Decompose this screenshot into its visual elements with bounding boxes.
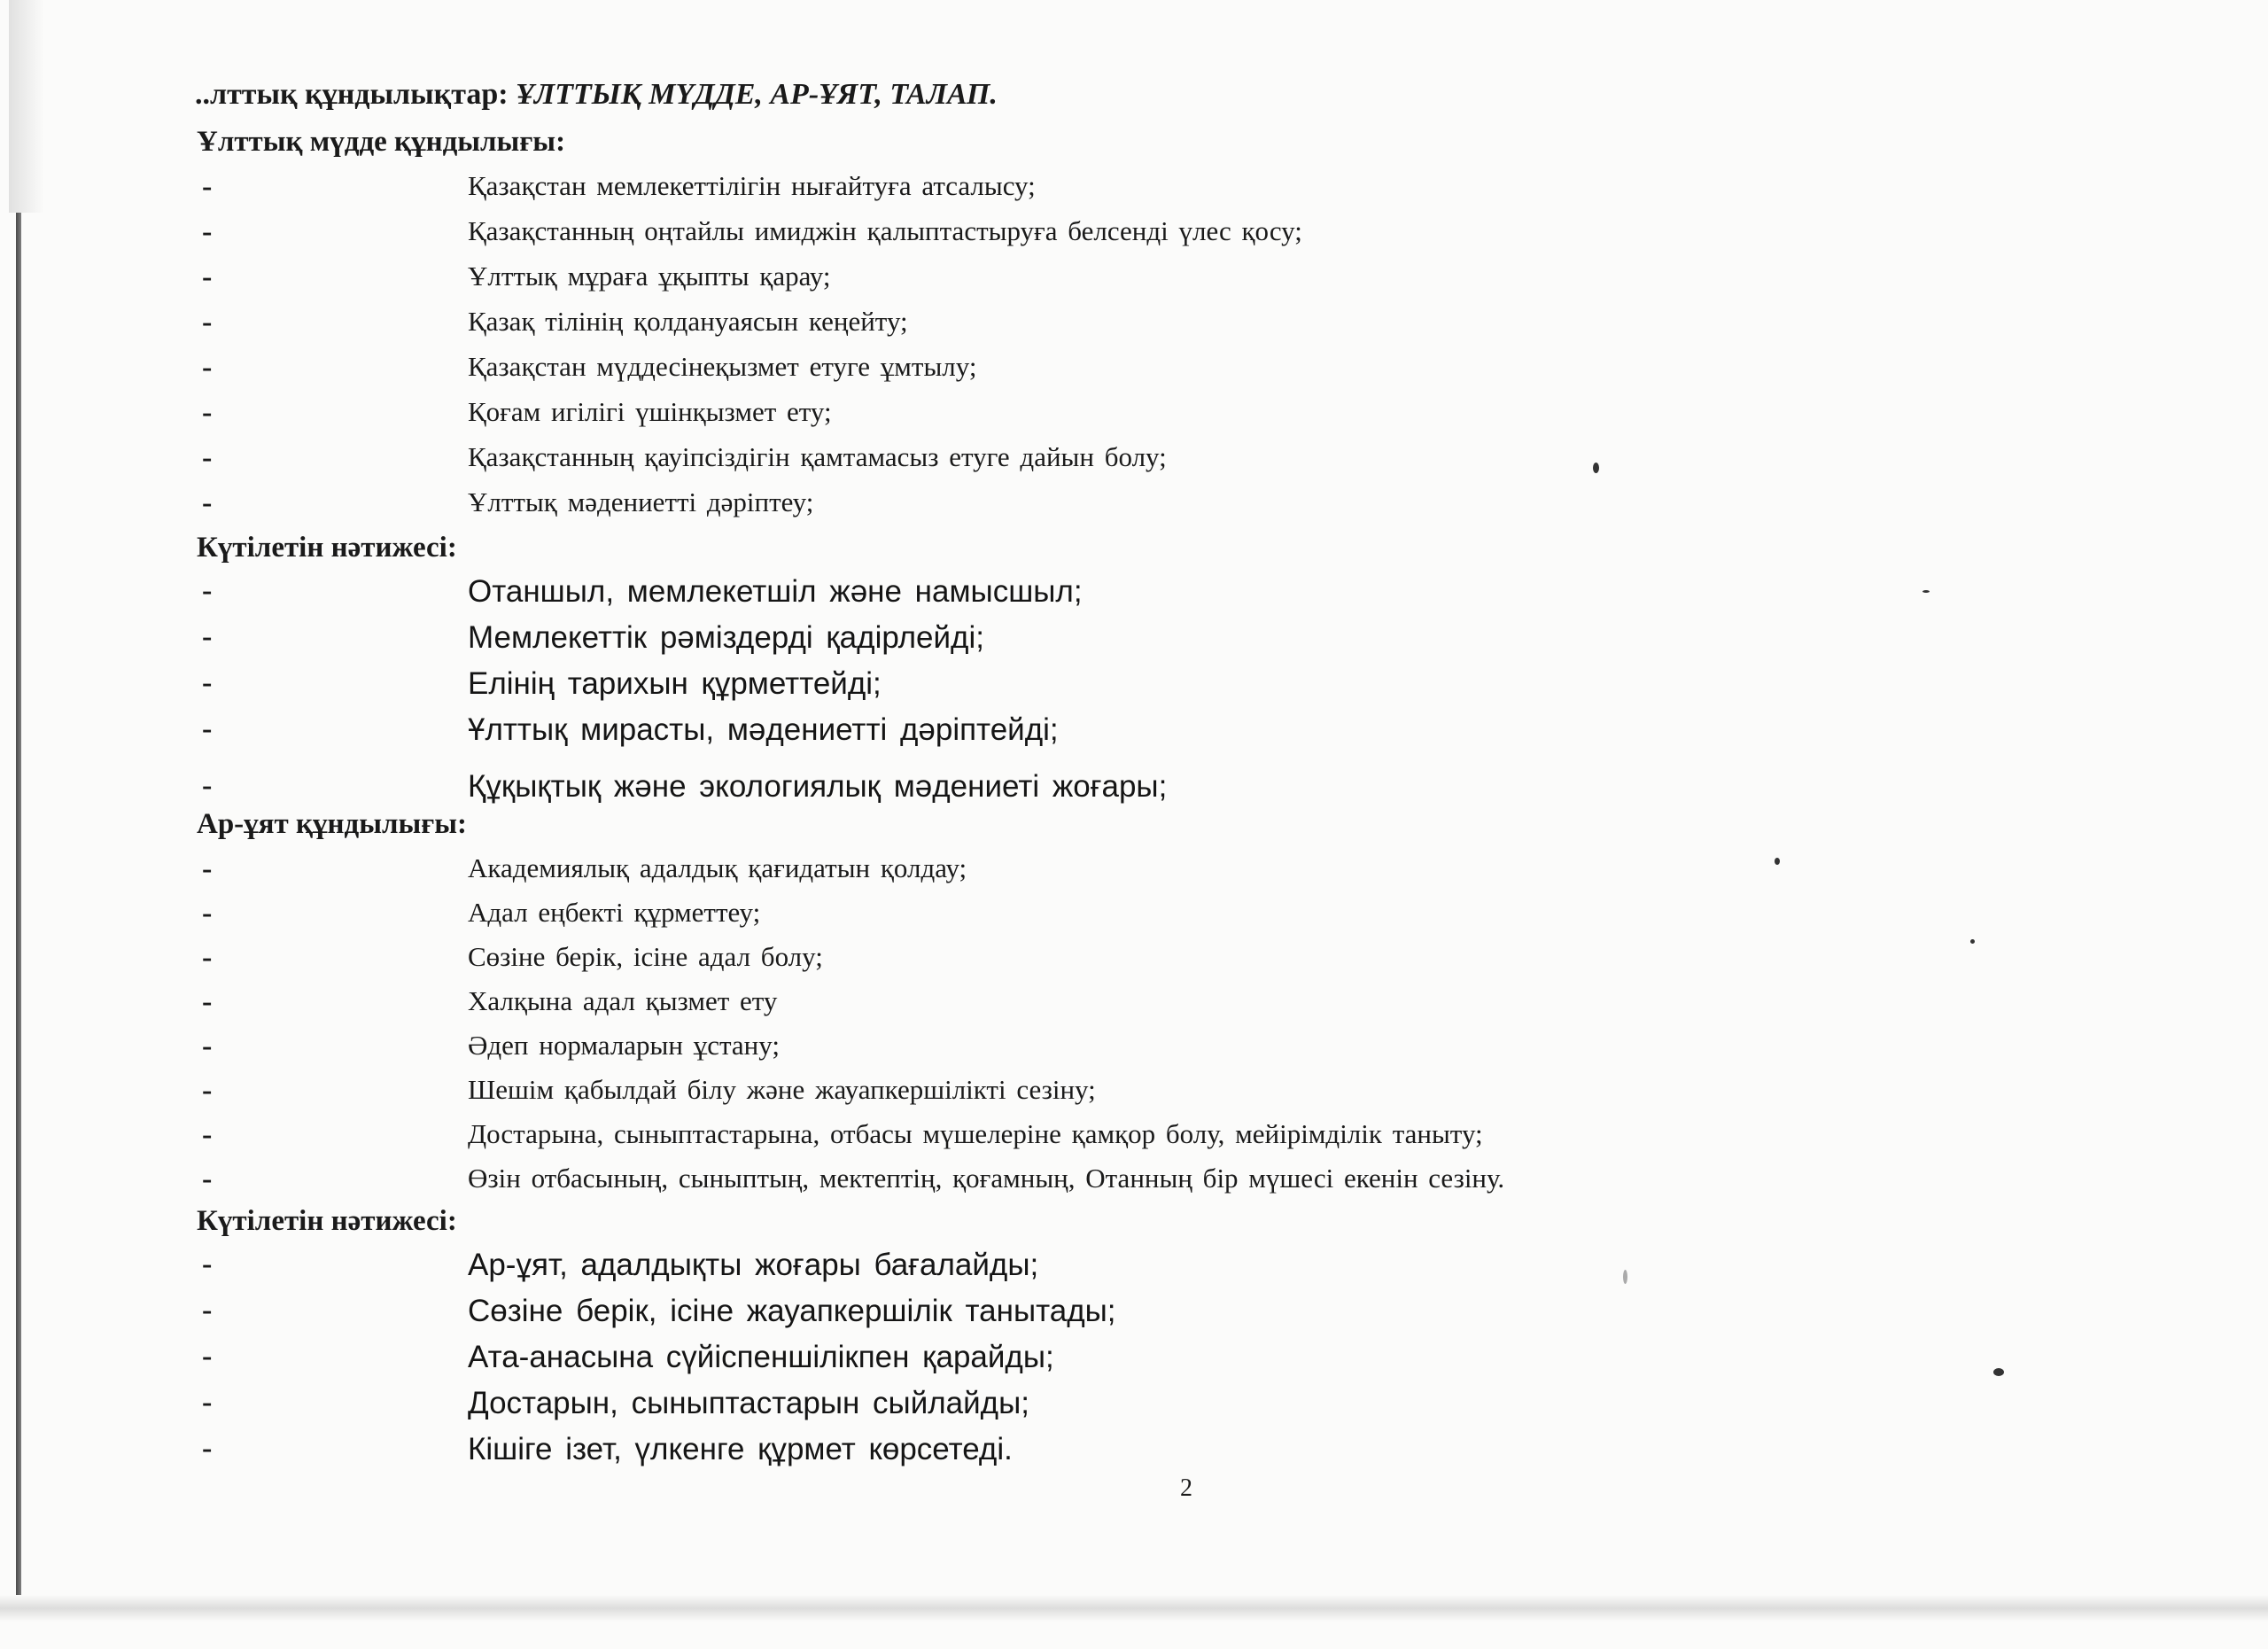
list-item-text: Қазақстан мүддесінеқызмет етуге ұмтылу;	[468, 351, 977, 382]
list-item	[0, 1118, 2268, 1163]
list-item	[0, 1074, 2268, 1118]
list-dash: -	[202, 769, 213, 802]
list-item-text: Мемлекеттік рәміздерді қадірлейді;	[468, 620, 984, 655]
list-item	[0, 852, 2268, 897]
list-item-text: Ұлттық мирасты, мәдениетті дәріптейді;	[468, 712, 1059, 747]
list-dash: -	[202, 897, 213, 930]
list-dash: -	[202, 666, 213, 699]
list-item-text: Академиялық адалдық қағидатын қолдау;	[468, 852, 967, 883]
list-dash: -	[202, 620, 213, 653]
list-item	[0, 712, 2268, 757]
list-item-text: Халқына адал қызмет ету	[468, 985, 778, 1016]
list-item	[0, 486, 2268, 531]
list-item-text: Отаншыл, мемлекетшіл және намысшыл;	[468, 574, 1083, 609]
list-item-text: Достарын, сыныптастарын сыйлайды;	[468, 1386, 1029, 1420]
list-dash: -	[202, 306, 213, 338]
section-heading-expected-result: Күтілетін нәтижесі:	[197, 532, 457, 564]
list-item-text: Қазақстанның оңтайлы имиджін қалыптастыруға белсенді үлес қосу;	[468, 215, 1302, 246]
list-dash: -	[202, 441, 213, 474]
list-dash: -	[202, 170, 213, 203]
list-dash: -	[202, 941, 213, 974]
list-item	[0, 574, 2268, 618]
list-dash: -	[202, 985, 213, 1018]
list-item	[0, 897, 2268, 941]
title-value: ҰЛТТЫҚ МҮДДЕ, АР-ҰЯТ, ТАЛАП.	[516, 78, 998, 111]
list-item-text: Қоғам игілігі үшінқызмет ету;	[468, 396, 832, 427]
list-dash: -	[202, 1386, 213, 1419]
list-item	[0, 1294, 2268, 1338]
list-item-text: Шешім қабылдай білу және жауапкершілікті сезіну;	[468, 1074, 1096, 1105]
list-item-text: Құқықтық және экологиялық мәдениеті жоғары;	[468, 769, 1168, 804]
list-item-text: Адал еңбекті құрметтеу;	[468, 897, 761, 928]
list-item-text: Сөзіне берік, ісіне адал болу;	[468, 941, 823, 972]
list-dash: -	[202, 396, 213, 429]
list-item	[0, 769, 2268, 813]
list-item	[0, 1432, 2268, 1476]
list-dash: -	[202, 215, 213, 248]
list-dash: -	[202, 712, 213, 745]
list-item-text: Сөзіне берік, ісіне жауапкершілік танытады;	[468, 1294, 1116, 1328]
list-item	[0, 1163, 2268, 1207]
list-dash: -	[202, 1030, 213, 1062]
page-number: 2	[1180, 1474, 1192, 1502]
list-dash: -	[202, 1340, 213, 1373]
list-item-text: Достарына, сыныптастарына, отбасы мүшелеріне қамқор болу, мейірімділік таныту;	[468, 1118, 1483, 1149]
list-dash: -	[202, 852, 213, 885]
list-item-text: Әдеп нормаларын ұстану;	[468, 1030, 780, 1061]
list-dash: -	[202, 261, 213, 293]
title-prefix: ..лттық құндылықтар:	[195, 78, 517, 111]
list-item-text: Өзін отбасының, сыныптың, мектептің, қоғамның, Отанның бір мүшесі екенін сезіну.	[468, 1163, 1505, 1194]
list-item	[0, 441, 2268, 486]
list-dash: -	[202, 1294, 213, 1326]
document-title	[195, 78, 998, 112]
list-item	[0, 306, 2268, 350]
list-item	[0, 941, 2268, 985]
list-item	[0, 1386, 2268, 1430]
list-dash: -	[202, 351, 213, 384]
list-item	[0, 215, 2268, 260]
list-item	[0, 1340, 2268, 1384]
list-item	[0, 351, 2268, 395]
list-item-text: Қазақстанның қауіпсіздігін қамтамасыз етуге дайын болу;	[468, 441, 1167, 472]
list-item-text: Ата-анасына сүйіспеншілікпен қарайды;	[468, 1340, 1054, 1374]
section-heading-conscience: Ар-ұят құндылығы:	[197, 808, 467, 840]
list-dash: -	[202, 1432, 213, 1465]
list-dash: -	[202, 574, 213, 607]
list-dash: -	[202, 486, 213, 519]
list-item	[0, 261, 2268, 305]
list-item	[0, 666, 2268, 711]
list-item-text: Ар-ұят, адалдықты жоғары бағалайды;	[468, 1248, 1039, 1282]
list-item-text: Қазақстан мемлекеттілігін нығайтуға атсалысу;	[468, 170, 1036, 201]
list-item-text: Ұлттық мұраға ұқыпты қарау;	[468, 261, 831, 292]
list-item-text: Елінің тарихын құрметтейді;	[468, 666, 882, 701]
list-item	[0, 1030, 2268, 1074]
list-item	[0, 620, 2268, 665]
list-item-text: Қазақ тілінің қолдануаясын кеңейту;	[468, 306, 908, 337]
list-dash: -	[202, 1248, 213, 1280]
section-heading-national-interest: Ұлттық мүдде құндылығы:	[197, 126, 566, 158]
list-item-text: Кішіге ізет, үлкенге құрмет көрсетеді.	[468, 1432, 1013, 1466]
list-dash: -	[202, 1074, 213, 1107]
list-item-text: Ұлттық мәдениетті дәріптеу;	[468, 486, 814, 517]
section-heading-expected-result-2: Күтілетін нәтижесі:	[197, 1205, 457, 1237]
list-dash: -	[202, 1163, 213, 1195]
list-item	[0, 985, 2268, 1030]
list-item	[0, 170, 2268, 214]
list-dash: -	[202, 1118, 213, 1151]
list-item	[0, 1248, 2268, 1292]
list-item	[0, 396, 2268, 440]
